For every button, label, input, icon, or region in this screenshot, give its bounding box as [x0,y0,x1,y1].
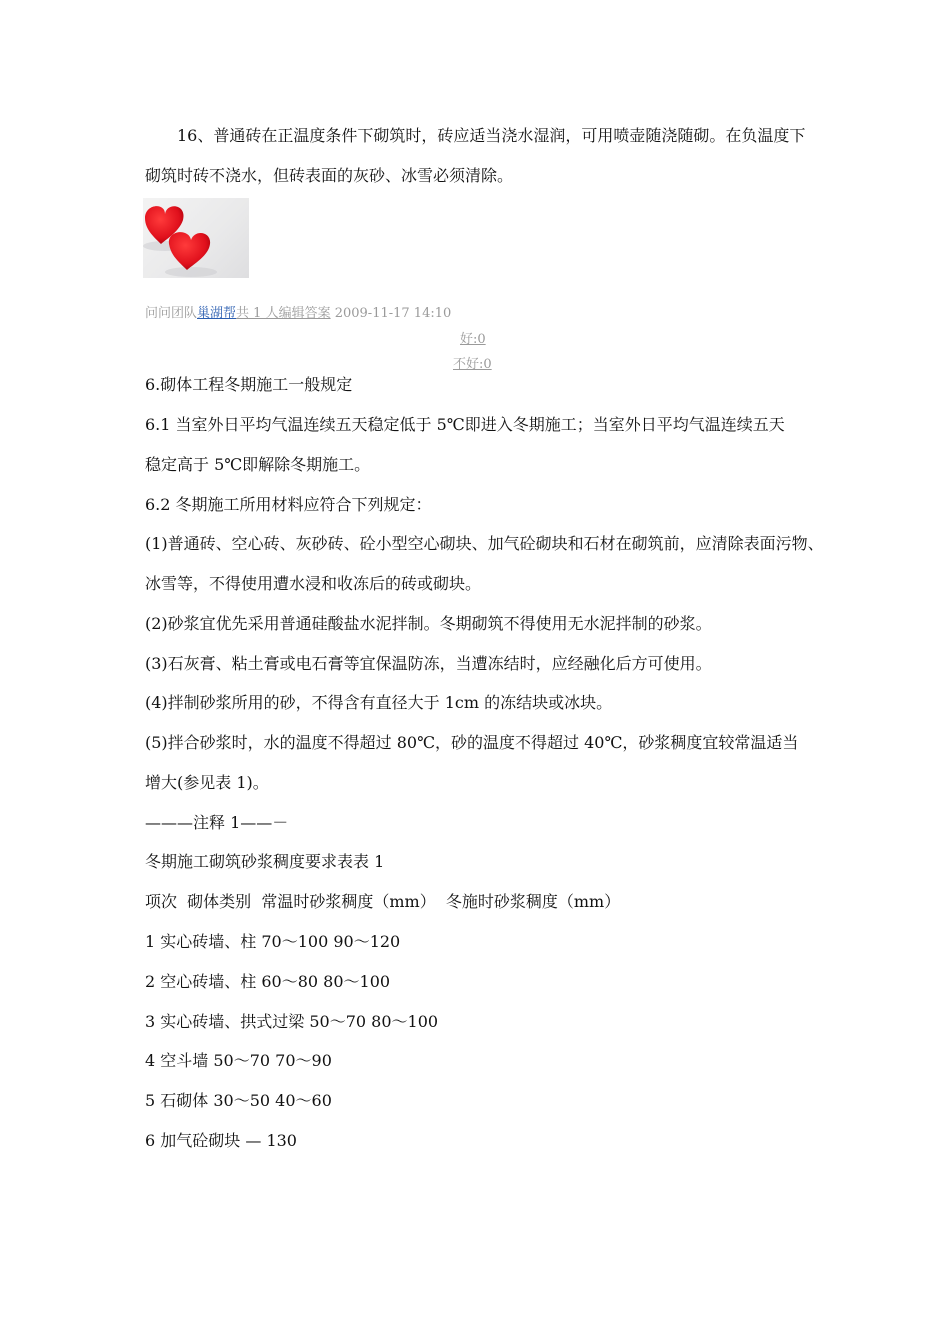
answer-meta-prefix: 问问团队 [145,306,198,321]
note-line: ———注释 1——－ [145,813,289,832]
item-4: (4)拌制砂浆所用的砂，不得含有直径大于 1cm 的冻结块或冰块。 [145,693,613,712]
table-row: 3 实心砖墙、拱式过梁 50～70 80～100 [145,1012,439,1031]
table-caption: 冬期施工砌筑砂浆稠度要求表表 1 [145,852,385,871]
hearts-image [143,198,249,278]
section-title: 6.砌体工程冬期施工一般规定 [145,375,353,394]
para-6-1-line-2: 稳定高于 5℃即解除冬期施工。 [145,455,371,474]
para-6-2: 6.2 冬期施工所用材料应符合下列规定： [145,495,432,514]
item-2: (2)砂浆宜优先采用普通硅酸盐水泥拌制。冬期砌筑不得使用无水泥拌制的砂浆。 [145,614,712,633]
vote-bad-link[interactable]: 不好:0 [453,357,492,372]
intro-line-1: 16、普通砖在正温度条件下砌筑时，砖应适当浇水湿润，可用喷壶随浇随砌。在负温度下 [177,126,806,145]
editors-link[interactable]: 共 1 人编辑答案 [236,306,331,321]
table-row: 1 实心砖墙、柱 70～100 90～120 [145,932,401,951]
intro-line-2: 砌筑时砖不浇水，但砖表面的灰砂、冰雪必须清除。 [145,166,514,185]
item-1-line-2: 冰雪等，不得使用遭水浸和收冻后的砖或砌块。 [145,574,482,593]
red-hearts-photo-icon [143,198,249,278]
table-header: 项次 砌体类别 常温时砂浆稠度（mm） 冬施时砂浆稠度（mm） [145,892,621,911]
item-5-line-2: 增大(参见表 1)。 [145,773,269,792]
table-row: 6 加气砼砌块 — 130 [145,1131,297,1150]
item-3: (3)石灰膏、粘土膏或电石膏等宜保温防冻，当遭冻结时，应经融化后方可使用。 [145,654,712,673]
para-6-1-line-1: 6.1 当室外日平均气温连续五天稳定低于 5℃即进入冬期施工；当室外日平均气温连续五天 [145,415,785,434]
table-row: 4 空斗墙 50～70 70～90 [145,1051,332,1070]
user-link[interactable]: 巢湖帮 [197,306,237,321]
item-1-line-1: (1)普通砖、空心砖、灰砂砖、砼小型空心砌块、加气砼砌块和石材在砌筑前，应清除表面污物、 [145,534,824,553]
item-5-line-1: (5)拌合砂浆时，水的温度不得超过 80℃，砂的温度不得超过 40℃，砂浆稠度宜较常温适当 [145,733,799,752]
answer-meta [145,302,451,321]
vote-good-link[interactable]: 好:0 [460,332,486,347]
table-row: 5 石砌体 30～50 40～60 [145,1091,332,1110]
table-row: 2 空心砖墙、柱 60～80 80～100 [145,972,391,991]
answer-datetime: 2009-11-17 14:10 [334,306,452,321]
